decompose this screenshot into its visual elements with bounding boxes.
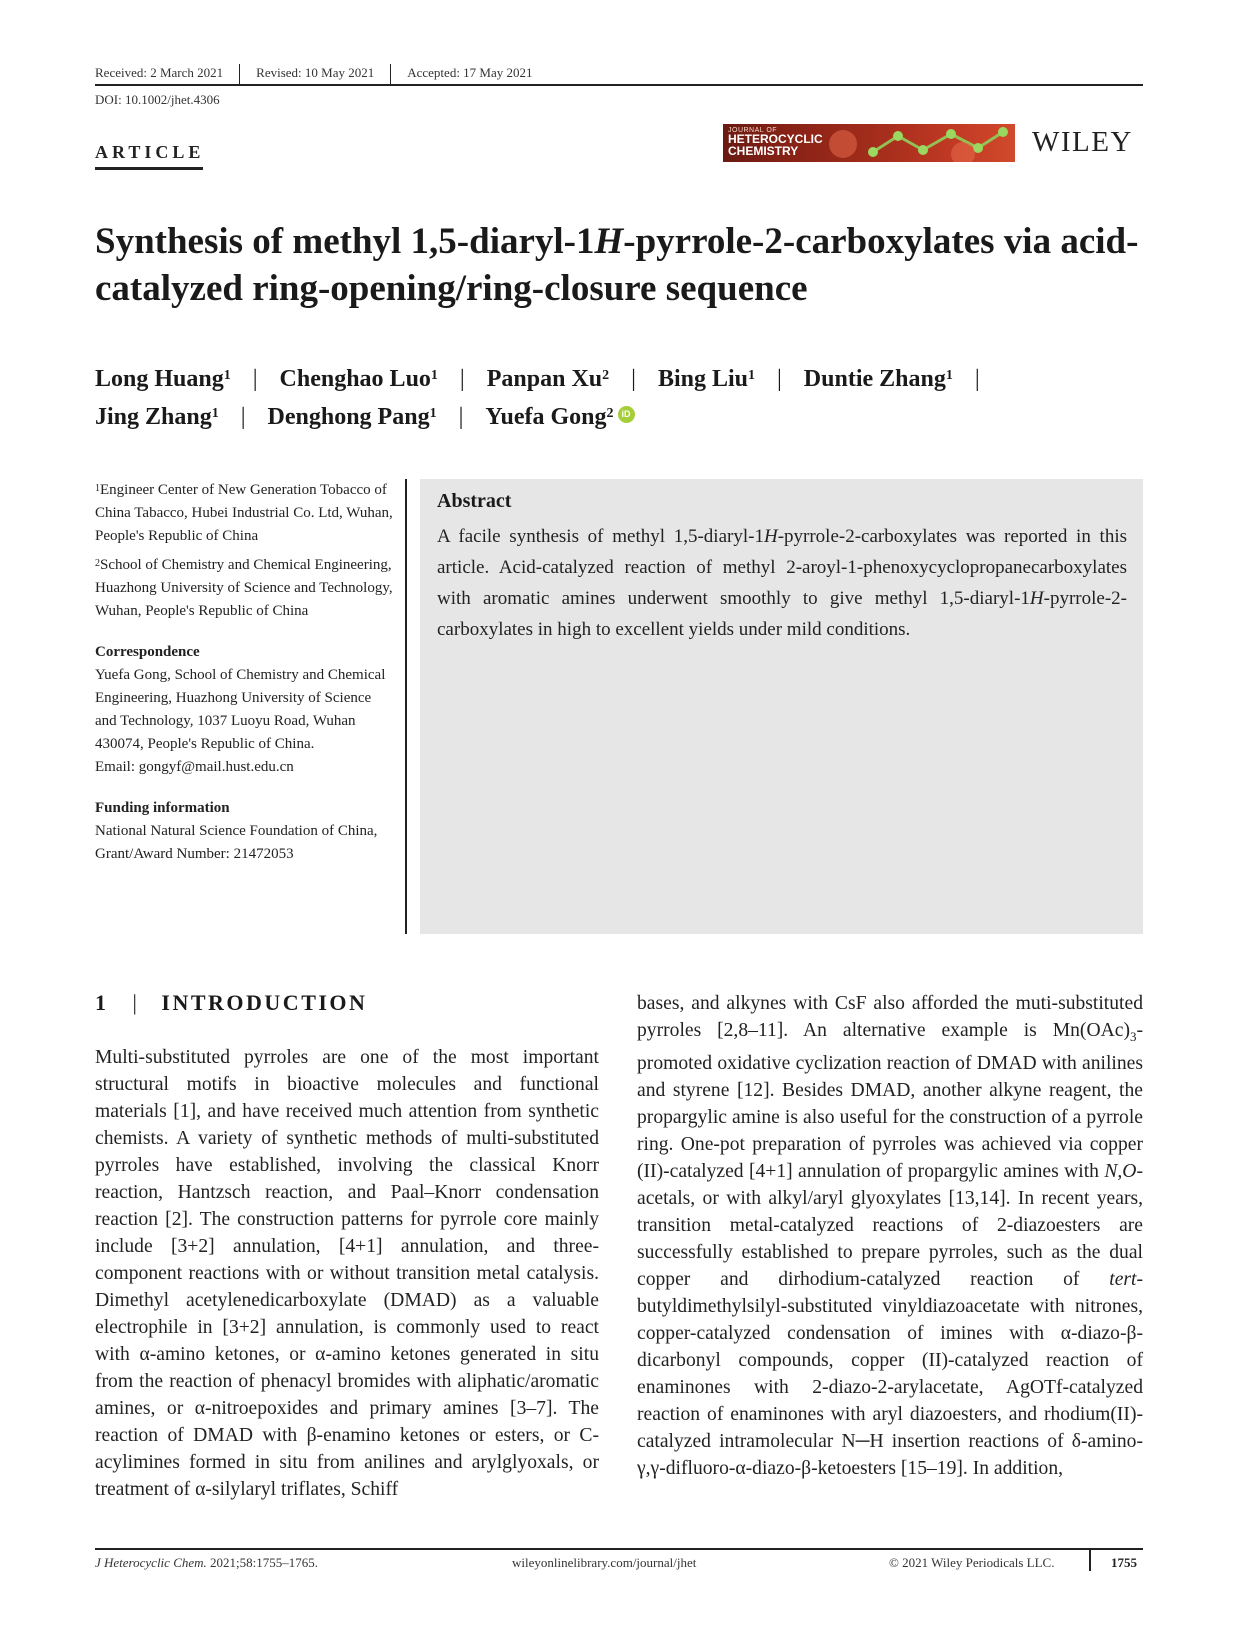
affiliation: $^2$School of Chemistry and Chemical Engineering, Huazhong University of Science and Technology, Wuhan, People's Republic of China <box>95 557 393 619</box>
article-type-label: ARTICLE <box>95 142 205 162</box>
publisher-logo[interactable]: WILEY <box>1032 126 1133 158</box>
journal-logo-line2: CHEMISTRY <box>728 144 799 158</box>
journal-logo-small: JOURNAL OF <box>728 127 778 134</box>
author-name[interactable]: Denghong Pang$^1$ <box>267 404 437 430</box>
affiliations-column <box>95 479 395 872</box>
date-separator <box>239 64 240 86</box>
footer-rule <box>95 1548 1143 1550</box>
abstract-text: A facile synthesis of methyl 1,5-diaryl-1H-pyrrole-2-carboxylates was reported in this article. Acid-catalyzed reaction of methyl 2-aroyl-1-phenoxycyclopropanecarboxylates with aromatic amines underwent smoothly to give methyl 1,5-diaryl-1H-pyrrole-2-carboxylates in high to excellent yields under mild conditions. <box>437 526 1127 640</box>
body-column-right <box>637 990 1143 1482</box>
author-name[interactable]: Duntie Zhang$^1$ <box>803 366 953 392</box>
author-name[interactable]: Yuefa Gong$^2$ <box>485 404 614 430</box>
publication-dates <box>95 62 533 84</box>
header-rule <box>95 84 1143 86</box>
correspondence-text: Yuefa Gong, School of Chemistry and Chemical Engineering, Huazhong University of Science and Technology, 1037 Luoyu Road, Wuhan 430074, People's Republic of China. <box>95 667 386 752</box>
correspondence-heading: Correspondence <box>95 644 200 660</box>
funding-heading: Funding information <box>95 800 230 816</box>
article-title <box>95 218 1155 312</box>
author-name[interactable]: Chenghao Luo$^1$ <box>279 366 438 392</box>
correspondence-email[interactable]: Email: gongyf@mail.hust.edu.cn <box>95 759 294 775</box>
affiliation: $^1$Engineer Center of New Generation Tobacco of China Tabacco, Hubei Industrial Co. Ltd, Wuhan, People's Republic of China <box>95 482 393 544</box>
orcid-icon[interactable]: iD <box>618 406 635 423</box>
article-type-underline <box>95 167 203 170</box>
abstract-heading: Abstract <box>437 490 512 512</box>
title-part2: -pyrrole-2-carboxylates via acid-catalyzed ring-opening/ring-closure sequence <box>95 221 1139 309</box>
footer-journal-url[interactable]: wileyonlinelibrary.com/journal/jhet <box>512 1555 697 1570</box>
revised-date: Revised: 10 May 2021 <box>256 65 375 80</box>
intro-paragraph-continued: bases, and alkynes with CsF also afforded the muti-substituted pyrroles [2,8–11]. An alternative example is $Mn(OAc)_3$-promoted oxidative cyclization reaction of DMAD with anilines and styrene [12]. Besides DMAD, another alkyne reagent, the propargylic amine is also useful for the construction of a pyrrole ring. One-pot preparation of pyrroles was achieved via copper (II)-catalyzed [4+1] annulation of propargylic amines with N,O-acetals, or with alkyl/aryl glyoxylates [13,14]. In recent years, transition metal-catalyzed reactions of 2-diazoesters are successfully established to prepare pyrroles, such as the dual copper and dirhodium-catalyzed reaction of tert-butyldimethylsilyl-substituted vinyldiazoacetate with nitrones, copper-catalyzed condensation of imines with α-diazo-β-dicarbonyl compounds, copper (II)-catalyzed reaction of enaminones with 2-diazo-2-arylacetate, AgOTf-catalyzed reaction of enaminones with aryl diazoesters, and rhodium(II)-catalyzed intramolecular N─H insertion reactions of δ-amino-γ,γ-difluoro-α-diazo-β-ketoesters [15–19]. In addition, <box>637 993 1143 1479</box>
affiliation-divider <box>405 479 407 934</box>
title-italic: H <box>594 221 624 262</box>
intro-paragraph: Multi-substituted pyrroles are one of the most important structural motifs in bioactive molecules and functional materials [1], and have received much attention from synthetic chemists. A variety of synthetic methods of multi-substituted pyrroles have established, involving the classical Knorr reaction, Hantzsch reaction, and Paal–Knorr condensation reaction [2]. The construction patterns for pyrrole core mainly include [3+2] annulation, [4+1] annulation, and three-component reactions with or without transition metal catalysis. Dimethyl acetylenedicarboxylate (DMAD) as a valuable electrophile in [3+2] annulation, is commonly used to react with α-amino ketones, or α-amino ketones generated in situ from the reaction of phenacyl bromides with aliphatic/aromatic amines, or α-nitroepoxides and primary amines [3–7]. The reaction of DMAD with β-enamino ketones or esters, or C-acylimines formed in situ from anilines and arylglyoxals, or treatment of α-silylaryl triflates, Schiff <box>95 1047 599 1500</box>
author-name[interactable]: Panpan Xu$^2$ <box>486 366 610 392</box>
body-column-left <box>95 1044 599 1503</box>
journal-logo-name <box>728 133 823 157</box>
author-name[interactable]: Jing Zhang$^1$ <box>95 404 219 430</box>
author-name[interactable]: Bing Liu$^1$ <box>657 366 755 392</box>
received-date: Received: 2 March 2021 <box>95 65 224 80</box>
date-separator <box>390 64 391 86</box>
title-part1: Synthesis of methyl 1,5-diaryl-1 <box>95 221 595 262</box>
author-list: Long Huang$^1$ | Chenghao Luo$^1$ | Panpan Xu$^2$ | Bing Liu$^1$ | Duntie Zhang$^1$ | Jing Zhang$^1$ | Denghong Pang$^1$ | Yuefa Gong$^2$ iD <box>95 366 980 430</box>
section-heading-introduction: 1 | INTRODUCTION <box>95 990 368 1015</box>
journal-logo-line1: HETEROCYCLIC <box>728 132 823 146</box>
footer-copyright: © 2021 Wiley Periodicals LLC. <box>889 1555 1055 1570</box>
author-name[interactable]: Long Huang$^1$ <box>95 366 231 392</box>
accepted-date: Accepted: 17 May 2021 <box>407 65 533 80</box>
page-number: 1755 <box>1111 1555 1137 1570</box>
funding-text: National Natural Science Foundation of China, Grant/Award Number: 21472053 <box>95 823 378 862</box>
journal-logo[interactable] <box>723 124 1015 162</box>
footer-citation: J Heterocyclic Chem. 2021;58:1755–1765. <box>95 1555 319 1570</box>
footer-divider <box>1089 1549 1091 1571</box>
doi[interactable]: DOI: 10.1002/jhet.4306 <box>95 92 220 107</box>
